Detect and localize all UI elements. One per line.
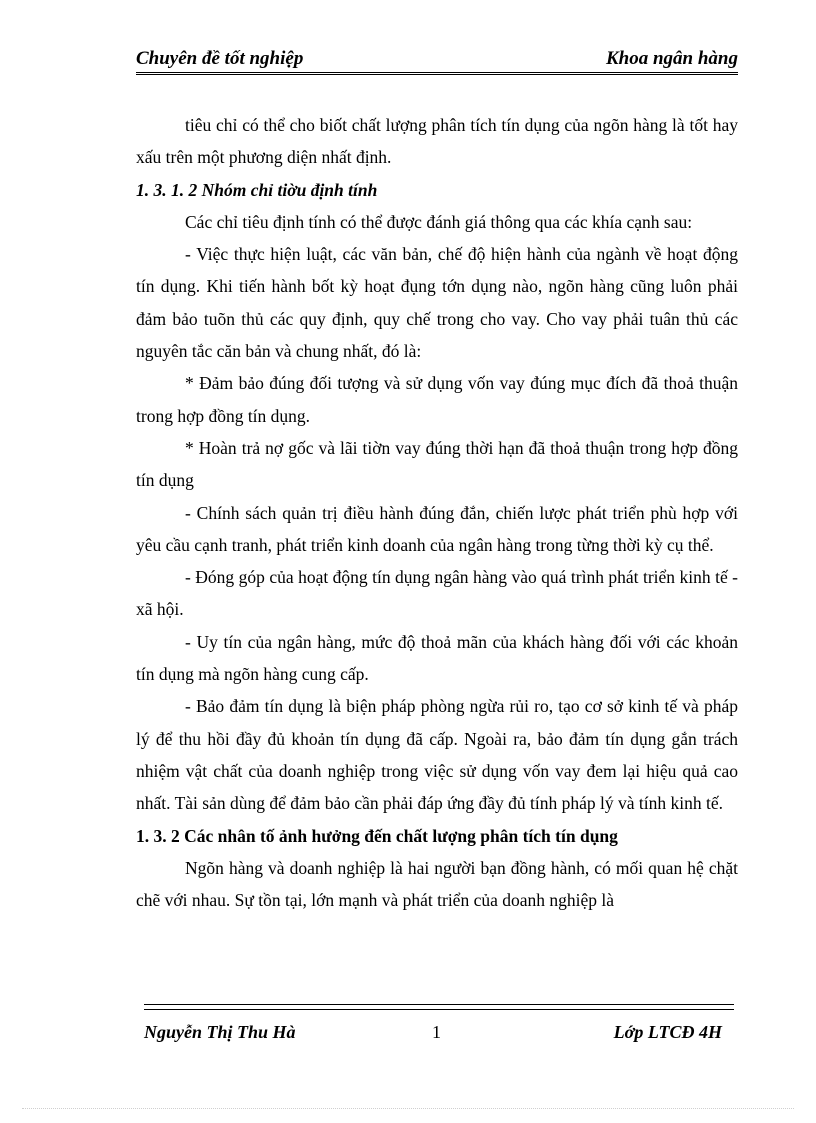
paragraph: tiêu chỉ có thể cho biốt chất lượng phân tích tín dụng của ngõn hàng là tốt hay xấu trên một phương diện nhất định.: [136, 115, 738, 168]
section-heading: 1. 3. 2 Các nhân tố ảnh hưởng đến chất lượng phân tích tín dụng: [136, 825, 618, 846]
footer-page-number: 1: [432, 1022, 441, 1042]
section-heading: 1. 3. 1. 2 Nhóm chỉ tiờu định tính: [136, 179, 378, 200]
footer-class-name: Lớp LTCĐ 4H: [613, 1022, 722, 1042]
footer-author-name: Nguyễn Thị Thu Hà: [144, 1022, 296, 1042]
header-document-title: Chuyên đề tốt nghiệp: [136, 48, 304, 69]
paragraph: - Uy tín của ngân hàng, mức độ thoả mãn của khách hàng đối với các khoản tín dụng mà ngõn hàng cung cấp.: [136, 631, 738, 685]
paragraph: - Chính sách quản trị điều hành đúng đắn, chiến lược phát triển phù hợp với yêu cầu cạnh tranh, phát triển kinh doanh của ngân hàng trong từng thời kỳ cụ thể.: [136, 502, 738, 555]
page-header: [136, 48, 738, 75]
paragraph: Ngõn hàng và doanh nghiệp là hai người bạn đồng hành, có mối quan hệ chặt chẽ với nhau. Sự tồn tại, lớn mạnh và phát triển của doanh nghiệp là: [136, 857, 738, 911]
paragraph: * Hoàn trả nợ gốc và lãi tiờn vay đúng thời hạn đã thoả thuận trong hợp đồng tín dụng: [136, 437, 738, 491]
paragraph: Các chỉ tiêu định tính có thể được đánh giá thông qua các khía cạnh sau:: [185, 211, 693, 232]
paragraph: - Đóng góp của hoạt động tín dụng ngân hàng vào quá trình phát triển kinh tế - xã hội.: [136, 567, 738, 620]
paragraph: * Đảm bảo đúng đối tượng và sử dụng vốn vay đúng mục đích đã thoả thuận trong hợp đồng tín dụng.: [136, 373, 738, 426]
paragraph: - Bảo đảm tín dụng là biện pháp phòng ngừa rủi ro, tạo cơ sở kinh tế và pháp lý để thu hồi đầy đủ khoản tín dụng đã cấp. Ngoài ra, bảo đảm tín dụng gắn trách nhiệm vật chất của doanh nghiệp trong việc sử dụng vốn vay đem lại hiệu quả cao nhất. Tài sản dùng để đảm bảo cần phải đáp ứng đầy đủ tính pháp lý và tính kinh tế.: [136, 696, 738, 814]
footer-divider: [144, 1004, 734, 1010]
document-body: [136, 109, 738, 916]
paragraph: - Việc thực hiện luật, các văn bản, chế độ hiện hành của ngành về hoạt động tín dụng. Khi tiến hành bốt kỳ hoạt đụng tớn dụng nào, ngõn hàng cũng luôn phải đảm bảo tuõn thủ các quy định, quy chế trong cho vay. Cho vay phải tuân thủ các nguyên tắc căn bản và chung nhất, đó là:: [136, 244, 738, 362]
header-faculty-name: Khoa ngân hàng: [605, 48, 738, 69]
page-footer: [144, 1022, 722, 1046]
page-boundary: [22, 1108, 794, 1109]
